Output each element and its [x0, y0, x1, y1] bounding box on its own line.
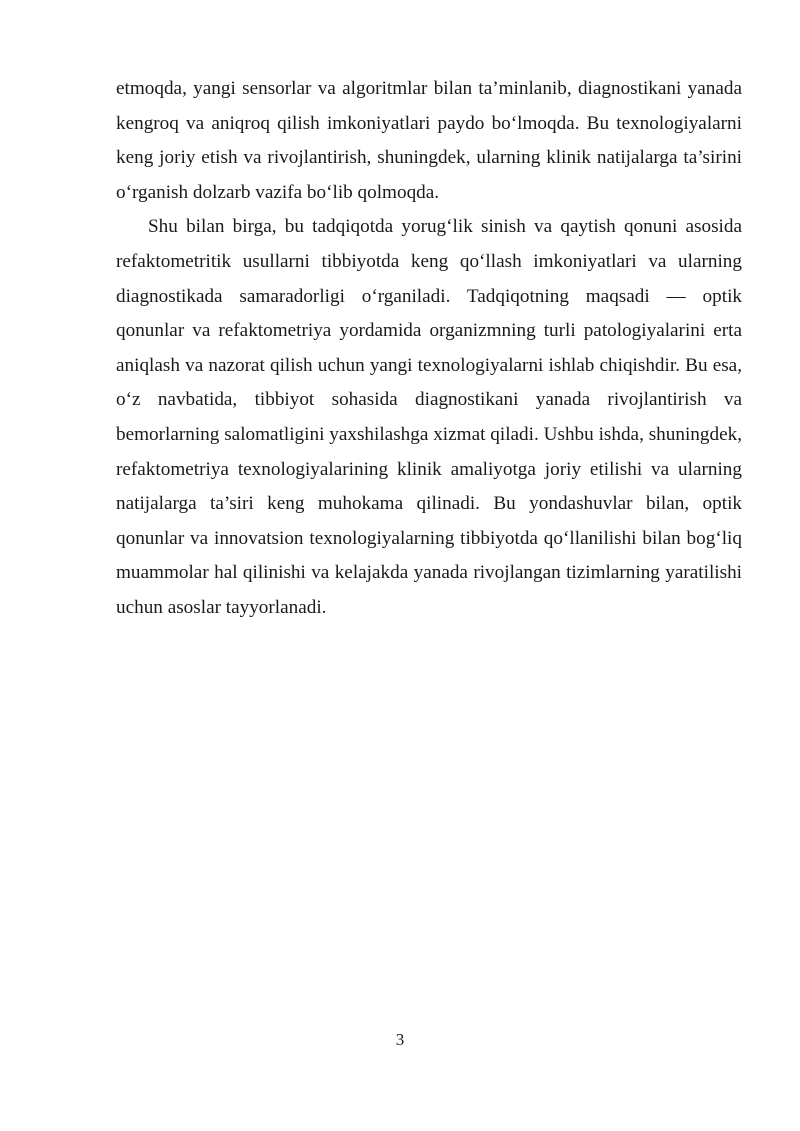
paragraph-continuation: etmoqda, yangi sensorlar va algoritmlar bilan ta’minlanib, diagnostikani yanada kengroq va aniqroq qilish imkoniyatlari paydo bo‘lmoqda. Bu texnologiyalarni keng joriy etish va rivojlantirish, shuningdek, ularning klinik natijalarga ta’sirini o‘rganish dolzarb vazifa bo‘lib qolmoqda.	[116, 78, 742, 203]
page-number: 3	[395, 1030, 405, 1049]
body-text	[116, 72, 742, 626]
paragraph-research-aim: Shu bilan birga, bu tadqiqotda yorug‘lik sinish va qaytish qonuni asosida refaktometritik usullarni tibbiyotda keng qo‘llash imkoniyatlari va ularning diagnostikada samaradorligi o‘rganiladi. Tadqiqotning maqsadi — optik qonunlar va refaktometriya yordamida organizmning turli patologiyalarini erta aniqlash va nazorat qilish uchun yangi texnologiyalarni ishlab chiqishdir. Bu esa, o‘z navbatida, tibbiyot sohasida diagnostikani yanada rivojlantirish va bemorlarning salomatligini yaxshilashga xizmat qiladi. Ushbu ishda, shuningdek, refaktometriya texnologiyalarining klinik amaliyotga joriy etilishi va ularning natijalarga ta’siri keng muhokama qilinadi. Bu yondashuvlar bilan, optik qonunlar va innovatsion texnologiyalarning tibbiyotda qo‘llanilishi bilan bog‘liq muammolar hal qilinishi va kelajakda yanada rivojlangan tizimlarning yaratilishi uchun asoslar tayyorlanadi.	[116, 216, 742, 618]
